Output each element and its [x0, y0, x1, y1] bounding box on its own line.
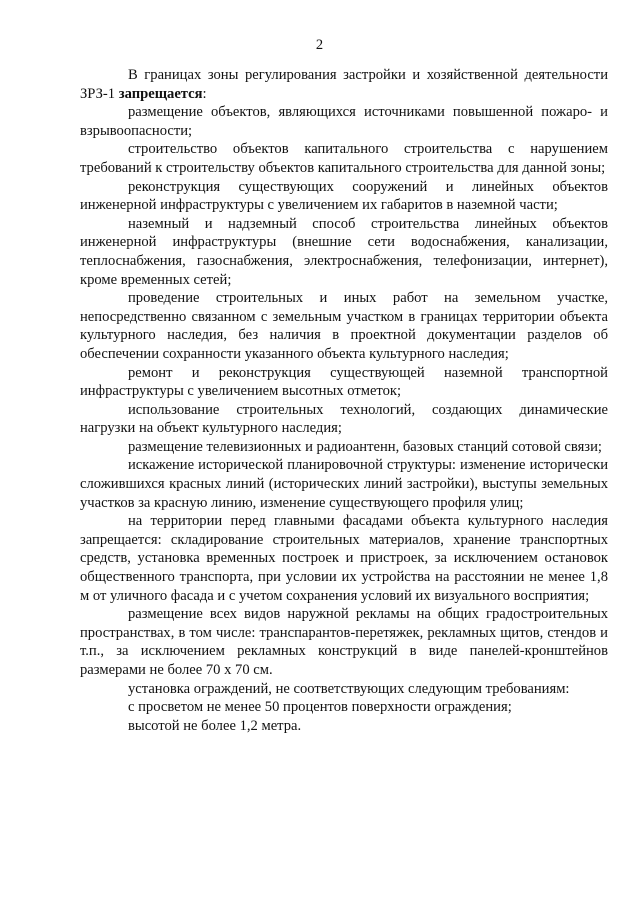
list-item: на территории перед главными фасадами объекта культурного наследия запрещается: складирование строительных материалов, хранение транспортных средств, установка временных построек и пристроек, за исключением остановок общественного транспорта, при условии их устройства на расстоянии не менее 1,8 м от уличного фасада и с учетом сохранения условий их визуального восприятия;	[80, 513, 608, 604]
document-body	[80, 66, 608, 735]
list-item: установка ограждений, не соответствующих следующим требованиям:	[128, 680, 570, 697]
intro-paragraph	[80, 66, 608, 103]
list-item: с просветом не менее 50 процентов поверхности ограждения;	[128, 699, 512, 716]
page-number: 2	[315, 37, 324, 53]
list-item: размещение объектов, являющихся источниками повышенной пожаро- и взрывоопасности;	[80, 104, 608, 139]
list-item: наземный и надземный способ строительства линейных объектов инженерной инфраструктуры (внешние сети водоснабжения, канализации, теплоснабжения, газоснабжения, электроснабжения, телефонизации, интернет), кроме временных сетей;	[80, 215, 608, 288]
list-item: высотой не более 1,2 метра.	[128, 717, 302, 734]
list-item: ремонт и реконструкция существующей наземной транспортной инфраструктуры с увеличением высотных отметок;	[80, 364, 608, 400]
intro-text: В границах зоны регулирования застройки и хозяйственной деятельности ЗРЗ-1	[80, 67, 608, 102]
intro-emphasis: запрещается	[118, 85, 203, 102]
list-item: искажение исторической планировочной структуры: изменение исторически сложившихся красных линий (исторических линий застройки), выступы земельных участков за красную линию, изменение существующего профиля улиц;	[80, 457, 608, 511]
list-item: размещение телевизионных и радиоантенн, базовых станций сотовой связи;	[128, 438, 602, 455]
list-item: размещение всех видов наружной рекламы на общих градостроительных пространствах, в том числе: транспарантов-перетяжек, рекламных щитов, стендов и т.п., за исключением рекламных конструкций в виде панелей-кронштейнов размерами не более 70 х 70 см.	[80, 606, 608, 678]
list-item: реконструкция существующих сооружений и линейных объектов инженерной инфраструктуры с увеличением их габаритов в наземной части;	[80, 178, 608, 214]
list-item: проведение строительных и иных работ на земельном участке, непосредственно связанном с земельным участком в границах территории объекта культурного наследия, без наличия в проектной документации разделов об обеспечении сохранности указанного объекта культурного наследия;	[80, 290, 608, 362]
list-item: строительство объектов капитального строительства с нарушением требований к строительству объектов капитального строительства для данной зоны;	[80, 141, 608, 176]
list-item: использование строительных технологий, создающих динамические нагрузки на объект культурного наследия;	[80, 401, 608, 437]
intro-colon: :	[202, 85, 207, 102]
